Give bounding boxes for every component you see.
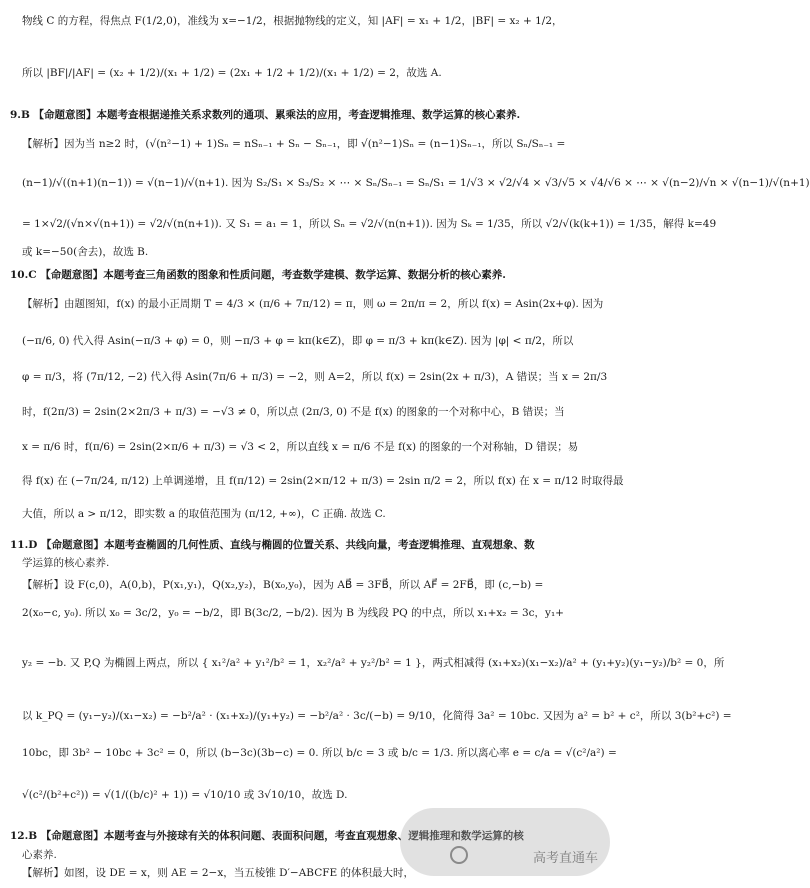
text-line: 所以 |BF|/|AF| = (x₂ + 1/2)/(x₁ + 1/2) = (2x₁ + 1/2 + 1/2)/(x₁ + 1/2) = 2，故选 A.	[22, 67, 442, 79]
text-line: 大值，所以 a > π/12，即实数 a 的取值范围为 (π/12, +∞)，C 正确. 故选 C.	[22, 508, 386, 520]
text-line: 心素养.	[22, 849, 57, 861]
text-line: 【解析】因为当 n≥2 时，(√(n²−1) + 1)Sₙ = nSₙ₋₁ + Sₙ − Sₙ₋₁，即 √(n²−1)Sₙ = (n−1)Sₙ₋₁，所以 Sₙ/Sₙ₋₁ =	[22, 138, 566, 150]
text-line: (n−1)/√((n+1)(n−1)) = √(n−1)/√(n+1). 因为 S₂/S₁ × S₃/S₂ × ⋯ × Sₙ/Sₙ₋₁ = Sₙ/S₁ = 1/√3 × √2/√4 × √3/√5 × √4/√6 × ⋯ × √(n−2)/√n × √(n−1)/√(n+1)	[22, 177, 810, 189]
text-line: 【解析】由题图知，f(x) 的最小正周期 T = 4/3 × (π/6 + 7π/12) = π，则 ω = 2π/π = 2，所以 f(x) = Asin(2x+φ). 因为	[22, 298, 604, 310]
text-line: 2(x₀−c, y₀). 所以 x₀ = 3c/2，y₀ = −b/2，即 B(3c/2, −b/2). 因为 B 为线段 PQ 的中点，所以 x₁+x₂ = 3c，y₁+	[22, 607, 564, 619]
text-line: = 1×√2/(√n×√(n+1)) = √2/√(n(n+1)). 又 S₁ = a₁ = 1，所以 Sₙ = √2/√(n(n+1)). 因为 Sₖ = 1/35，所以 √2/√(k(k+1)) = 1/35，解得 k=49	[22, 218, 717, 230]
text-line: (−π/6, 0) 代入得 Asin(−π/3 + φ) = 0，则 −π/3 + φ = kπ(k∈Z)，即 φ = π/3 + kπ(k∈Z). 因为 |φ| < π/2，所以	[22, 335, 574, 347]
text-line: 9.B 【命题意图】本题考查根据递推关系求数列的通项、累乘法的应用，考查逻辑推理、数学运算的核心素养.	[10, 109, 521, 121]
text-line: 学运算的核心素养.	[22, 557, 110, 569]
text-line: y₂ = −b. 又 P,Q 为椭圆上两点，所以 { x₁²/a² + y₁²/b² = 1，x₂²/a² + y₂²/b² = 1 }，两式相减得 (x₁+x₂)(x₁−x₂)/a² + (y₁+y₂)(y₁−y₂)/b² = 0，所	[22, 657, 725, 669]
text-line: 【解析】如图，设 DE = x，则 AE = 2−x，当五棱锥 D′−ABCFE 的体积最大时，	[22, 867, 415, 879]
text-line: 物线 C 的方程，得焦点 F(1/2,0)，准线为 x=−1/2，根据抛物线的定义，知 |AF| = x₁ + 1/2，|BF| = x₂ + 1/2，	[22, 15, 563, 27]
watermark-text: 高考直通车	[532, 851, 598, 866]
text-line: 10bc，即 3b² − 10bc + 3c² = 0，所以 (b−3c)(3b−c) = 0. 所以 b/c = 3 或 b/c = 1/3. 所以离心率 e = c/a = √(c²/a²) =	[22, 747, 617, 759]
text-line: 12.B 【命题意图】本题考查与外接球有关的体积问题、表面积问题，考查直观想象、逻辑推理和数学运算的核	[10, 830, 524, 842]
text-line: φ = π/3，将 (7π/12, −2) 代入得 Asin(7π/6 + π/3) = −2，则 A=2，所以 f(x) = 2sin(2x + π/3)，A 错误；当 x = 2π/3	[22, 371, 608, 383]
text-line: 得 f(x) 在 (−7π/24, π/12) 上单调递增，且 f(π/12) = 2sin(2×π/12 + π/3) = 2sin π/2 = 2，所以 f(x) 在 x = π/12 时取得最	[22, 475, 624, 487]
chat-bubble-icon	[450, 846, 468, 864]
text-line: 10.C 【命题意图】本题考查三角函数的图象和性质问题，考查数学建模、数学运算、数据分析的核心素养.	[10, 269, 506, 281]
text-line: √(c²/(b²+c²)) = √(1/((b/c)² + 1)) = √10/10 或 3√10/10，故选 D.	[22, 789, 348, 801]
text-line: 11.D 【命题意图】本题考查椭圆的几何性质、直线与椭圆的位置关系、共线向量，考查逻辑推理、直观想象、数	[10, 539, 535, 551]
text-line: 或 k=−50(舍去)，故选 B.	[22, 246, 149, 258]
text-line: x = π/6 时，f(π/6) = 2sin(2×π/6 + π/3) = √3 < 2，所以直线 x = π/6 不是 f(x) 的图象的一个对称轴，D 错误；易	[22, 441, 579, 453]
text-line: 【解析】设 F(c,0)，A(0,b)，P(x₁,y₁)，Q(x₂,y₂)，B(x₀,y₀)，因为 AB⃗ = 3FB⃗，所以 AF⃗ = 2FB⃗，即 (c,−b) =	[22, 579, 544, 591]
text-line: 时，f(2π/3) = 2sin(2×2π/3 + π/3) = −√3 ≠ 0，所以点 (2π/3, 0) 不是 f(x) 的图象的一个对称中心，B 错误；当	[22, 406, 565, 418]
text-line: 以 k_PQ = (y₁−y₂)/(x₁−x₂) = −b²/a² · (x₁+x₂)/(y₁+y₂) = −b²/a² · 3c/(−b) = 9/10，化简得 3a² = 10bc. 又因为 a² = b² + c²，所以 3(b²+c²) =	[22, 710, 732, 722]
